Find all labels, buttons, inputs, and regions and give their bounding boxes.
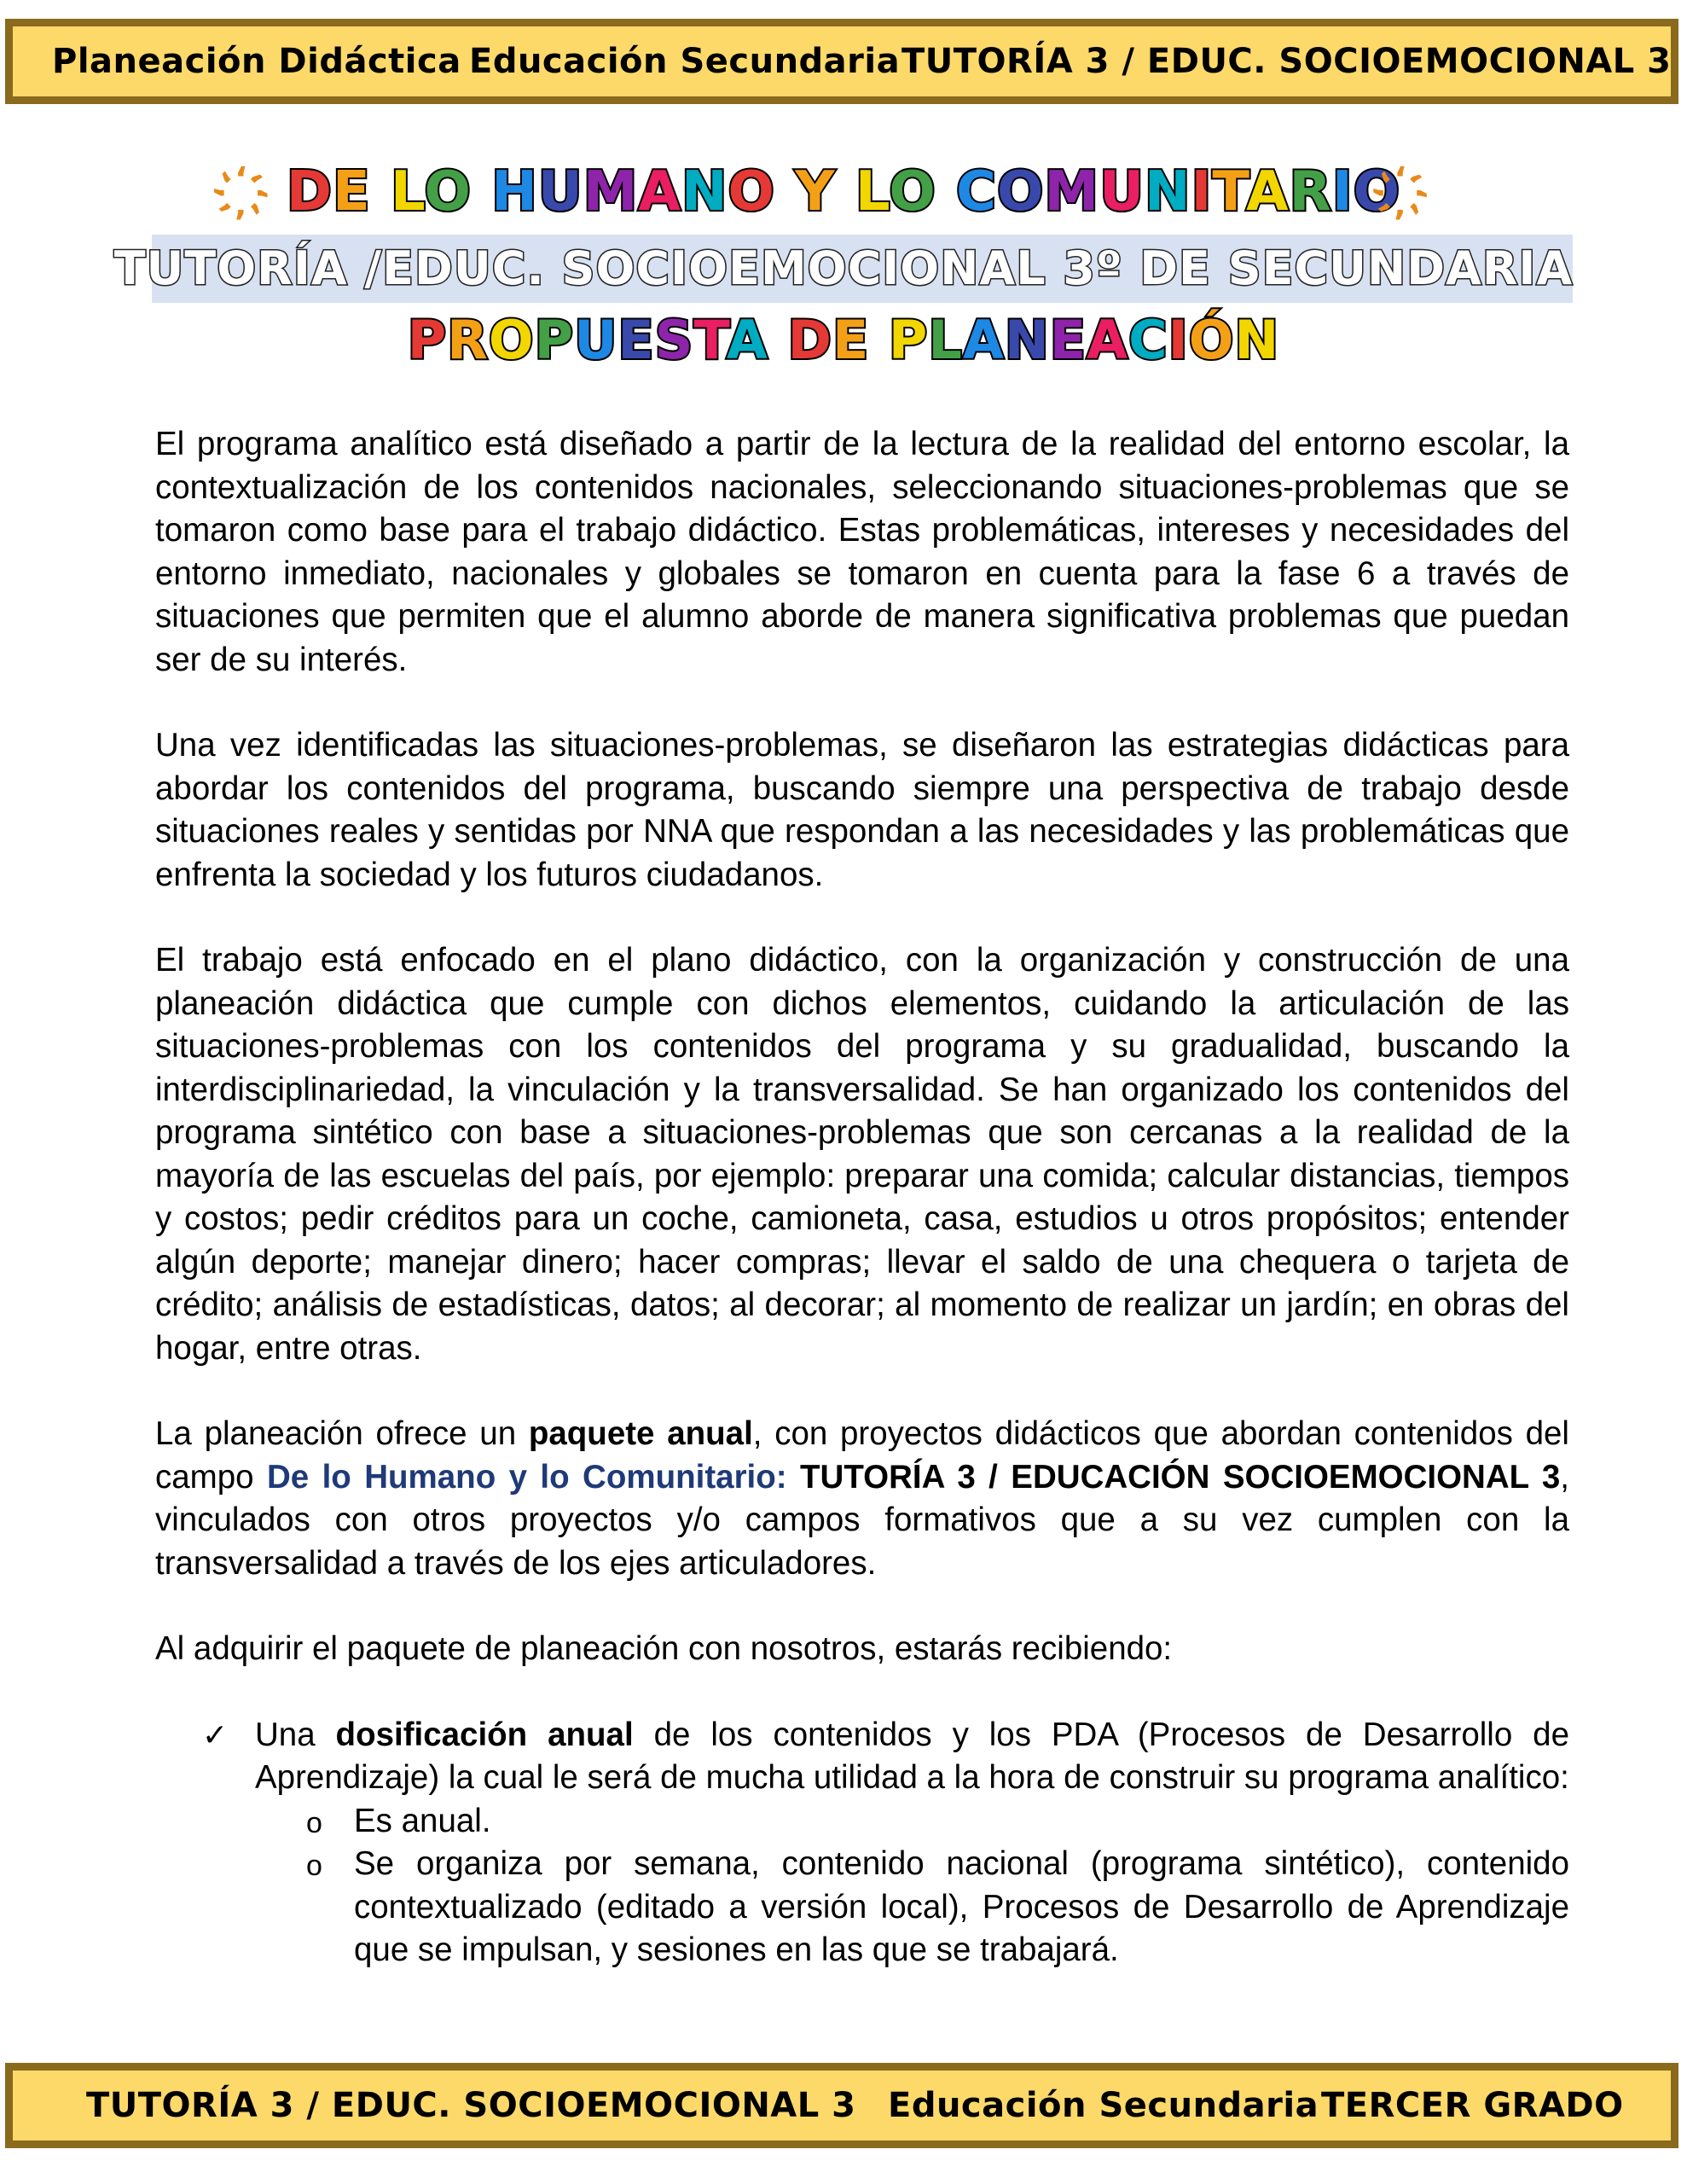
sub-list-item	[255, 1800, 1569, 1844]
campo-name: De lo Humano y lo Comunitario:	[266, 1458, 787, 1496]
circle-bullet-icon: o	[306, 1850, 322, 1882]
footer-banner	[5, 2063, 1678, 2148]
sub-list	[255, 1800, 1569, 1972]
header-right: TUTORÍA 3 / EDUC. SOCIOEMOCIONAL 3	[901, 42, 1672, 81]
package-bold-2: TUTORÍA 3 / EDUCACIÓN SOCIOEMOCIONAL 3	[786, 1458, 1561, 1496]
footer-left: TUTORÍA 3 / EDUC. SOCIOEMOCIONAL 3	[86, 2086, 856, 2125]
title-line-1	[0, 160, 1687, 224]
title-line-2: TUTORÍA /EDUC. SOCIOEMOCIONAL 3º DE SECUNDARIA	[113, 241, 1574, 295]
sparkle-sun-icon: ҉	[254, 171, 273, 219]
footer-right: TERCER GRADO	[1321, 2086, 1624, 2125]
item-text-pre: Una	[255, 1716, 336, 1753]
package-text-3: , vinculados con otros proyectos y/o campos formativos que a su vez cumplen con la transversalidad a través de los ejes articuladores.	[155, 1458, 1569, 1582]
list-item	[155, 1714, 1569, 1972]
header-left: Planeación Didáctica	[52, 42, 461, 81]
paragraph-1: El programa analítico está diseñado a partir de la lectura de la realidad del entorno escolar, la contextualización de los contenidos nacionales, seleccionando situaciones-problemas que se tomaron como base para el trabajo didáctico. Estas problemáticas, intereses y necesidades del entorno inmediato, nacionales y globales se tomaron en cuenta para la fase 6 a través de situaciones que permiten que el alumno aborde de manera significativa problemas que puedan ser de su interés.	[155, 426, 1569, 678]
deliverables-list	[155, 1714, 1569, 1972]
paragraph-3: El trabajo está enfocado en el plano didáctico, con la organización y construcción de una planeación didáctica que cumple con dichos elementos, cuidando la articulación de las situaciones-problemas con los contenidos del programa y su gradualidad, buscando la interdisciplinariedad, la vinculación y la transversalidad. Se han organizado los contenidos del programa sintético con base a situaciones-problemas que son cercanas a la realidad de la mayoría de las escuelas del país, por ejemplo: preparar una comida; calcular distancias, tiempos y costos; pedir créditos para un coche, camioneta, casa, estudios u otros propósitos; entender algún deporte; manejar dinero; hacer compras; llevar el saldo de una chequera o tarjeta de crédito; análisis de estadísticas, datos; al decorar; al momento de realizar un jardín; en obras del hogar, entre otras.	[155, 942, 1569, 1367]
sub-item-text: Es anual.	[354, 1802, 491, 1839]
sparkle-sun-icon: ҉	[1414, 171, 1433, 219]
paragraph-package	[155, 1413, 1569, 1585]
title-line-3	[0, 309, 1687, 371]
package-bold-1: paquete anual	[528, 1415, 753, 1452]
package-text-2: , con proyectos didácticos que abordan contenidos del campo	[155, 1415, 1569, 1496]
package-text-1: La planeación ofrece un	[155, 1415, 529, 1452]
sub-item-text: Se organiza por semana, contenido nacional (programa sintético), contenido contextualizado (editado a versión local), Procesos de Desarrollo de Aprendizaje que se impulsan, y sesiones en las que se trabajará.	[354, 1845, 1569, 1968]
paragraph-2: Una vez identificadas las situaciones-problemas, se diseñaron las estrategias didácticas para abordar los contenidos del programa, buscando siempre una perspectiva de trabajo desde situaciones reales y sentidas por NNA que respondan a las necesidades y las problemáticas que enfrenta la sociedad y los futuros ciudadanos.	[155, 727, 1569, 893]
checkmark-icon: ✓	[202, 1716, 229, 1752]
sub-list-item	[255, 1843, 1569, 1972]
header-banner	[5, 19, 1678, 104]
title-line-1-text: DE LO HUMANO Y LO COMUNITARIO	[286, 160, 1401, 224]
title-line-3-text: PROPUESTA DE PLANEACIÓN	[407, 309, 1280, 371]
item-text-post: de los contenidos y los PDA (Procesos de Desarrollo de Aprendizaje) la cual le será de mucha utilidad a la hora de construir su programa analítico:	[255, 1716, 1569, 1796]
circle-bullet-icon: o	[306, 1806, 322, 1839]
header-center: Educación Secundaria	[469, 42, 901, 81]
document-body	[155, 423, 1569, 1972]
item-text-bold: dosificación anual	[335, 1716, 634, 1753]
footer-center: Educación Secundaria	[888, 2086, 1319, 2125]
list-intro: Al adquirir el paquete de planeación con nosotros, estarás recibiendo:	[155, 1630, 1173, 1667]
